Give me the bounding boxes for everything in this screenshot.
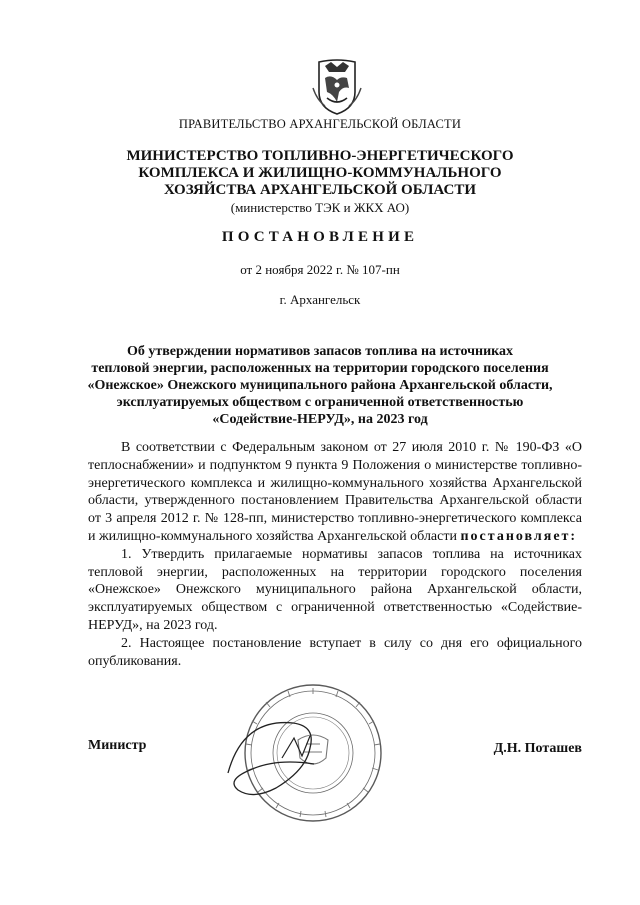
coat-of-arms-icon [311,58,363,116]
government-name: ПРАВИТЕЛЬСТВО АРХАНГЕЛЬСКОЙ ОБЛАСТИ [178,117,462,131]
ministry-name [60,148,580,199]
document-type: ПОСТАНОВЛЕНИЕ [221,229,419,245]
ministry-line: ХОЗЯЙСТВА АРХАНГЕЛЬСКОЙ ОБЛАСТИ [163,182,477,198]
ministry-short-name: (министерство ТЭК и ЖКХ АО) [230,200,410,215]
document-date-number: от 2 ноября 2022 г. № 107-пн [240,262,400,277]
signatory-title: Министр [88,738,147,753]
title-line: тепловой энергии, расположенных на территории городского поселения [91,361,549,376]
title-line: «Содействие-НЕРУД», на 2023 год [212,412,428,427]
preamble-paragraph [88,439,582,546]
signatory-name: Д.Н. Поташев [493,741,582,756]
title-line: Об утверждении нормативов запасов топлива на источниках [126,344,514,359]
item-2: 2. Настоящее постановление вступает в силу со дня его официального опубликования. [88,635,582,669]
official-seal-stamp [198,678,428,828]
document-city: г. Архангельск [279,292,361,307]
ministry-line: КОМПЛЕКСА И ЖИЛИЩНО-КОММУНАЛЬНОГО [138,165,502,181]
title-line: эксплуатируемых обществом с ограниченной ответственностью [116,395,524,410]
item-1: 1. Утвердить прилагаемые нормативы запасов топлива на источниках тепловой энергии, расположенных на территории городского поселения «Онежское» Онежского муниципального района Архангельской области, эксплуатируемых обществом с ограниченной ответственностью «Содействие-НЕРУД», на 2023 год. [88,546,582,633]
preamble-text: В соответствии с Федеральным законом от 27 июля 2010 г. № 190-ФЗ «О теплоснабжении» и подпунктом 9 пункта 9 Положения о министерстве топливно-энергетического комплекса и жилищно-коммунального хозяйства Архангельской области, утвержденного постановлением Правительства Архангельской области от 3 апреля 2012 г. № 128-пп, министерство топливно-энергетического комплекса и жилищно-коммунального хозяйства Архангельской области [88,440,582,544]
ministry-line: МИНИСТЕРСТВО ТОПЛИВНО-ЭНЕРГЕТИЧЕСКОГО [126,148,514,164]
title-line: «Онежское» Онежского муниципального района Архангельской области, [87,378,553,393]
resolves-word: постановляет: [460,528,578,544]
document-body [88,439,582,670]
document-title [60,343,580,428]
